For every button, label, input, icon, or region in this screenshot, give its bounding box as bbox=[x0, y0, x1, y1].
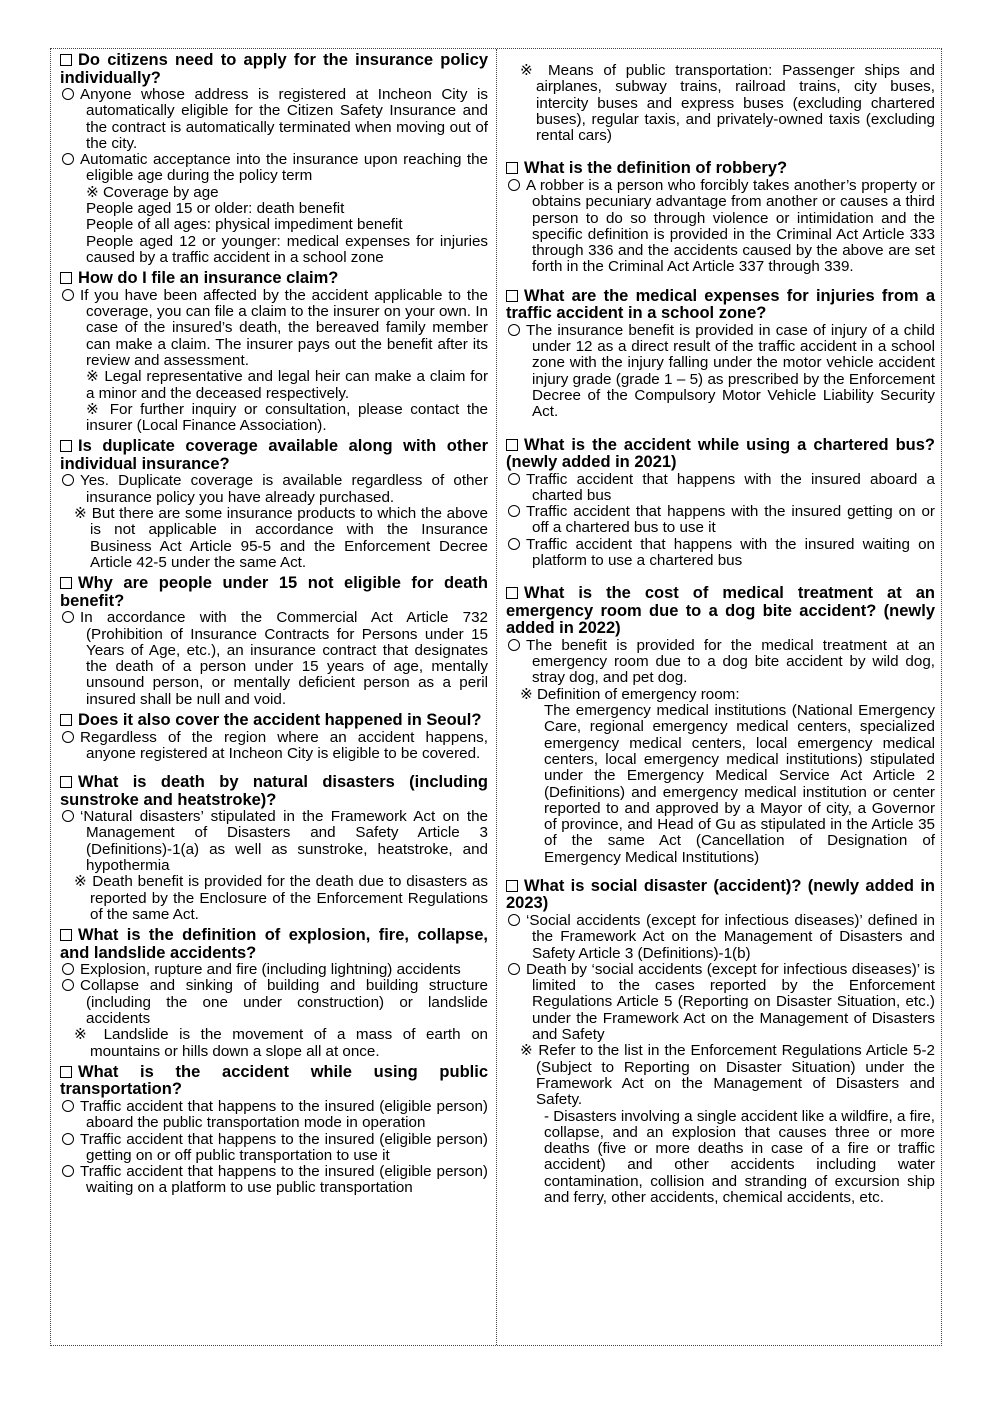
checkbox-icon bbox=[506, 439, 518, 451]
checkbox-icon bbox=[60, 929, 72, 941]
question-text: What is social disaster (accident)? (newly added in 2023) bbox=[506, 876, 935, 913]
circle-bullet-icon bbox=[62, 611, 74, 623]
circle-bullet-icon bbox=[508, 538, 520, 550]
answer-item bbox=[506, 323, 935, 421]
question-heading bbox=[60, 270, 488, 288]
faq-block bbox=[506, 585, 935, 866]
faq-block bbox=[60, 270, 488, 434]
circle-bullet-icon bbox=[62, 153, 74, 165]
circle-bullet-icon bbox=[62, 1100, 74, 1112]
faq-block bbox=[60, 575, 488, 708]
checkbox-icon bbox=[506, 880, 518, 892]
answer-text: Traffic accident that happens to the insured (eligible person) getting on or off public transportation to use it bbox=[80, 1130, 488, 1164]
answer-text: Yes. Duplicate coverage is available regardless of other insurance policy you have already purchased. bbox=[80, 472, 488, 506]
answer-text: ‘Natural disasters’ stipulated in the Framework Act on the Management of Disasters and Safety Article 3 (Definitions)-1(a) as well as sunstroke, heatstroke, and hypothermia bbox=[80, 808, 488, 874]
question-text: What is the accident while using public transportation? bbox=[60, 1062, 488, 1099]
question-heading bbox=[60, 438, 488, 473]
answer-text: ‘Social accidents (except for infectious diseases)’ defined in the Framework Act on the Management of Disasters and Safety Article 3 (Definitions)-1(b) bbox=[526, 911, 935, 962]
answer-item bbox=[506, 504, 935, 537]
question-text: Is duplicate coverage available along with other individual insurance? bbox=[60, 437, 488, 473]
answer-text: Explosion, rupture and fire (including lightning) accidents bbox=[80, 961, 461, 979]
answer-item bbox=[506, 638, 935, 687]
supplementary-text: The emergency medical institutions (National Emergency Care, regional emergency medical centers, specialized emergency medical centers, local emergency medical centers, local emergency medical institutions) stipulated under the Emergency Medical Service Act Article 2 (Definitions) and emergency medical institution or center reported to and approved by a Mayor of city, a Governor of province, and Head of Gu as stipulated in the Article 35 of the same Act (Cancellation of Designation of Emergency Medical Institutions) bbox=[544, 702, 935, 866]
question-text: Why are people under 15 not eligible for death benefit? bbox=[60, 574, 488, 610]
question-heading bbox=[506, 878, 935, 913]
reference-note: ※ Refer to the list in the Enforcement Regulations Article 5-2 (Subject to Reporting on Disaster Situation) under the Framework Act on the Management of Disasters and Safety. bbox=[520, 1042, 935, 1109]
question-text: What are the medical expenses for injuries from a traffic accident in a school zone? bbox=[506, 286, 935, 323]
answer-text: The insurance benefit is provided in case of injury of a child under 12 as a direct result of the traffic accident in a school zone with the injury falling under the motor vehicle accident injury grade (grade 1 – 5) as prescribed by the Enforcement Decree of the Compulsory Motor Vehicle Liability Security Act. bbox=[526, 321, 935, 421]
question-text: What is the definition of robbery? bbox=[524, 159, 788, 178]
answer-item bbox=[60, 288, 488, 369]
question-heading bbox=[60, 52, 488, 87]
faq-block bbox=[506, 288, 935, 421]
circle-bullet-icon bbox=[62, 963, 74, 975]
circle-bullet-icon bbox=[508, 179, 520, 191]
circle-bullet-icon bbox=[508, 505, 520, 517]
answer-item bbox=[60, 1164, 488, 1197]
answer-item bbox=[60, 809, 488, 874]
answer-item bbox=[60, 978, 488, 1027]
question-heading bbox=[506, 160, 935, 178]
answer-note: People aged 12 or younger: medical expenses for injuries caused by a traffic accident in a school zone bbox=[86, 232, 488, 266]
reference-note: ※ Definition of emergency room: bbox=[520, 685, 740, 703]
circle-bullet-icon bbox=[508, 639, 520, 651]
answer-item bbox=[506, 913, 935, 962]
circle-bullet-icon bbox=[62, 979, 74, 991]
faq-block bbox=[60, 712, 488, 762]
right-column bbox=[497, 49, 943, 1345]
question-heading bbox=[60, 927, 488, 962]
answer-note: ※ For further inquiry or consultation, please contact the insurer (Local Finance Association). bbox=[86, 400, 488, 435]
answer-text: Traffic accident that happens to the insured (eligible person) waiting on a platform to use public transportation bbox=[80, 1163, 488, 1197]
left-column bbox=[51, 49, 497, 1345]
spacer bbox=[506, 421, 935, 437]
faq-page-frame bbox=[50, 48, 942, 1346]
answer-item bbox=[60, 1099, 488, 1132]
circle-bullet-icon bbox=[508, 914, 520, 926]
checkbox-icon bbox=[506, 162, 518, 174]
reference-note: ※ But there are some insurance products to which the above is not applicable in accordance with the Insurance Business Act Article 95-5 and the Enforcement Decree Article 42-5 under the same Act. bbox=[74, 505, 488, 571]
question-heading bbox=[60, 1064, 488, 1099]
answer-text: Automatic acceptance into the insurance upon reaching the eligible age during the policy term bbox=[80, 151, 488, 185]
faq-block bbox=[60, 52, 488, 266]
circle-bullet-icon bbox=[62, 731, 74, 743]
circle-bullet-icon bbox=[508, 473, 520, 485]
faq-block bbox=[506, 878, 935, 1206]
circle-bullet-icon bbox=[62, 1133, 74, 1145]
answer-text: Regardless of the region where an accident happens, anyone registered at Incheon City is eligible to be covered. bbox=[80, 728, 488, 762]
answer-text: Collapse and sinking of building and building structure (including the one under construction) or landslide accidents bbox=[80, 977, 488, 1028]
answer-note: ※ Coverage by age bbox=[86, 183, 219, 201]
answer-text: The benefit is provided for the medical treatment at an emergency room due to a dog bite accident by wild dog, stray dog, and pet dog. bbox=[526, 636, 935, 687]
answer-item bbox=[60, 962, 488, 978]
reference-note: ※ Landslide is the movement of a mass of earth on mountains or hills down a slope all at once. bbox=[74, 1026, 488, 1060]
answer-text: Traffic accident that happens with the insured aboard a charted bus bbox=[526, 470, 935, 504]
checkbox-icon bbox=[506, 290, 518, 302]
circle-bullet-icon bbox=[62, 88, 74, 100]
question-heading bbox=[506, 585, 935, 638]
spacer bbox=[506, 144, 935, 160]
circle-bullet-icon bbox=[62, 289, 74, 301]
answer-note: People aged 15 or older: death benefit bbox=[86, 200, 345, 218]
question-heading bbox=[60, 575, 488, 610]
question-heading bbox=[60, 774, 488, 809]
circle-bullet-icon bbox=[508, 963, 520, 975]
answer-item bbox=[506, 472, 935, 505]
checkbox-icon bbox=[60, 54, 72, 66]
checkbox-icon bbox=[60, 1066, 72, 1078]
answer-text: Traffic accident that happens with the insured waiting on platform to use a chartered bus bbox=[526, 535, 935, 570]
faq-block bbox=[60, 1064, 488, 1197]
answer-item bbox=[506, 178, 935, 276]
question-heading bbox=[60, 712, 488, 730]
supplementary-text: - Disasters involving a single accident like a wildfire, a fire, collapse, and an explosion that causes three or more deaths (five or more deaths in case of a fire or traffic accident) and other accidents including water contamination, collision and stranding of excursion ship and ferry, other accidents, chemical accidents, etc. bbox=[544, 1107, 935, 1207]
answer-item bbox=[506, 537, 935, 570]
checkbox-icon bbox=[506, 587, 518, 599]
question-text: What is the cost of medical treatment at an emergency room due to a dog bite accident? (newly added in 2022) bbox=[506, 584, 935, 638]
answer-text: Traffic accident that happens with the insured getting on or off a chartered bus to use it bbox=[526, 503, 935, 537]
question-heading bbox=[506, 437, 935, 472]
question-text: What is the accident while using a chartered bus? (newly added in 2021) bbox=[506, 435, 935, 472]
faq-block bbox=[506, 437, 935, 570]
answer-text: Anyone whose address is registered at Incheon City is automatically eligible for the Citizen Safety Insurance and the contract is automatically terminated when moving out of the city. bbox=[80, 86, 488, 152]
faq-block bbox=[506, 160, 935, 275]
question-text: What is the definition of explosion, fire, collapse, and landslide accidents? bbox=[60, 926, 488, 962]
answer-note: ※ Legal representative and legal heir can make a claim for a minor and the deceased respectively. bbox=[86, 368, 488, 402]
circle-bullet-icon bbox=[508, 324, 520, 336]
faq-block bbox=[506, 63, 935, 144]
answer-item bbox=[60, 87, 488, 152]
answer-text: Death by ‘social accidents (except for infectious diseases)’ is limited to the cases reported by the Enforcement Regulations Article 5 (Reporting on Disaster Situation, etc.) under the Framework Act on the Management of Disasters and Safety bbox=[526, 960, 935, 1044]
question-text: Do citizens need to apply for the insurance policy individually? bbox=[60, 51, 488, 87]
question-heading bbox=[506, 288, 935, 323]
question-text: How do I file an insurance claim? bbox=[78, 269, 339, 288]
answer-item bbox=[60, 152, 488, 185]
reference-note: ※ Death benefit is provided for the death due to disasters as reported by the Enclosure of the Enforcement Regulations of the same Act. bbox=[74, 873, 488, 923]
answer-item bbox=[506, 962, 935, 1043]
checkbox-icon bbox=[60, 776, 72, 788]
question-text: Does it also cover the accident happened in Seoul? bbox=[78, 711, 482, 729]
answer-item bbox=[60, 730, 488, 763]
answer-text: A robber is a person who forcibly takes another’s property or obtains pecuniary advantage from another or causes a third person to do so through violence or intimidation and the specific definition is provided in the Criminal Act Article 333 through 336 and the accidents caused by the above are set forth in the Criminal Act Article 337 through 339. bbox=[526, 176, 935, 276]
circle-bullet-icon bbox=[62, 810, 74, 822]
answer-item bbox=[60, 473, 488, 506]
answer-note: People of all ages: physical impediment benefit bbox=[86, 216, 403, 234]
faq-block bbox=[60, 774, 488, 923]
reference-note: ※ Means of public transportation: Passenger ships and airplanes, subway trains, railroad trains, city buses, intercity buses and express buses (excluding chartered buses), regular taxis, and privately-owned taxis (excluding rental cars) bbox=[520, 62, 935, 145]
answer-item bbox=[60, 1132, 488, 1165]
circle-bullet-icon bbox=[62, 474, 74, 486]
answer-text: In accordance with the Commercial Act Article 732 (Prohibition of Insurance Contracts for Persons under 15 Years of Age, etc.), an insurance contract that designates the death of a person under 15 years of age, mentally unsound person, or mentally deficient person as a peril insured shall be null and void. bbox=[80, 609, 488, 708]
spacer bbox=[506, 569, 935, 585]
question-text: What is death by natural disasters (including sunstroke and heatstroke)? bbox=[60, 773, 488, 809]
checkbox-icon bbox=[60, 577, 72, 589]
faq-block bbox=[60, 927, 488, 1060]
circle-bullet-icon bbox=[62, 1165, 74, 1177]
answer-item bbox=[60, 610, 488, 708]
checkbox-icon bbox=[60, 272, 72, 284]
checkbox-icon bbox=[60, 714, 72, 726]
answer-text: Traffic accident that happens to the insured (eligible person) aboard the public transportation mode in operation bbox=[80, 1097, 488, 1132]
answer-text: If you have been affected by the accident applicable to the coverage, you can file a claim to the insurer on your own. In case of the insured’s death, the bereaved family member can make a claim. The insurer pays out the benefit after its review and assessment. bbox=[80, 286, 488, 369]
checkbox-icon bbox=[60, 440, 72, 452]
faq-block bbox=[60, 438, 488, 571]
